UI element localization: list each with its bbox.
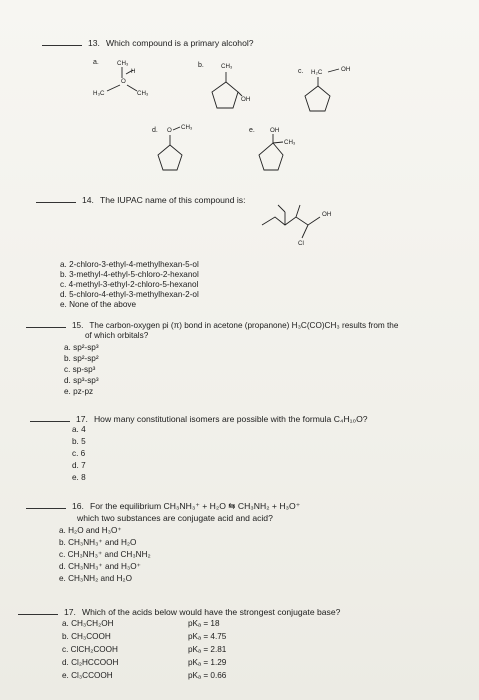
label-cl: Cl <box>298 240 304 247</box>
q16-option-e[interactable]: e. CH₃NH₂ and H₂O <box>59 574 132 583</box>
question-16: 16. For the equilibrium CH₃NH₃⁺ + H₂O ⇆ CH₃NH₂ + H₃O⁺ <box>26 501 300 512</box>
label-ch3: CH₃ <box>284 139 296 146</box>
label-o: O <box>167 127 172 134</box>
pka-value: pKₐ = 1.29 <box>188 658 227 667</box>
q15-option-a[interactable]: a. sp²-sp³ <box>64 343 99 352</box>
answer-blank[interactable] <box>18 614 58 615</box>
question-17-acids: 17. Which of the acids below would have the strongest conjugate base? <box>18 607 340 618</box>
q17b-option-c[interactable]: c. ClCH₂COOH <box>62 645 118 654</box>
answer-blank[interactable] <box>26 508 66 509</box>
label-h3c: H₃C <box>93 90 105 97</box>
q14-option-a[interactable]: a. 2-chloro-3-ethyl-4-methylhexan-5-ol <box>60 260 199 269</box>
q17b-option-e[interactable]: e. Cl₃CCOOH <box>62 671 113 680</box>
q17a-option-c[interactable]: c. 6 <box>72 449 86 458</box>
question-14: 14. The IUPAC name of this compound is: <box>36 195 245 206</box>
answer-blank[interactable] <box>26 327 66 328</box>
q17b-option-a[interactable]: a. CH₃CH₂OH <box>62 619 114 628</box>
label-oh: OH <box>322 211 332 218</box>
question-text: Which of the acids below would have the strongest conjugate base? <box>81 607 341 617</box>
pka-value: pKₐ = 2.81 <box>188 645 227 654</box>
q15-option-d[interactable]: d. sp³-sp³ <box>64 376 99 385</box>
q14-option-d[interactable]: d. 5-chloro-4-ethyl-3-methylhexan-2-ol <box>60 290 199 299</box>
answer-blank[interactable] <box>30 421 70 422</box>
question-text: The IUPAC name of this compound is: <box>99 195 246 205</box>
label-h: H <box>131 68 136 75</box>
q16-option-c[interactable]: c. CH₃NH₃⁺ and CH₃NH₂ <box>59 550 151 559</box>
q16-option-b[interactable]: b. CH₃NH₃⁺ and H₂O <box>59 538 137 547</box>
label-ch3: CH₃ <box>221 63 233 70</box>
q14-option-b[interactable]: b. 3-methyl-4-ethyl-5-chloro-2-hexanol <box>60 270 199 279</box>
pka-value: pKₐ = 4.75 <box>188 632 227 641</box>
q15-option-c[interactable]: c. sp-sp³ <box>64 365 96 374</box>
q17a-option-b[interactable]: b. 5 <box>72 437 86 446</box>
question-15-line2: of which orbitals? <box>85 331 149 340</box>
question-15: 15. The carbon-oxygen pi (π) bond in acetone (propanone) H₃C(CO)CH₃ results from the <box>26 321 398 332</box>
q16-option-d[interactable]: d. CH₃NH₃⁺ and H₃O⁺ <box>59 562 141 571</box>
q15-option-e[interactable]: e. pz-pz <box>64 387 94 396</box>
question-13: 13. Which compound is a primary alcohol? <box>42 38 254 49</box>
label-ch3: CH₃ <box>181 124 193 131</box>
option-c-letter: c. <box>298 68 304 75</box>
question-16-line2: which two substances are conjugate acid and acid? <box>77 513 273 523</box>
q16-option-a[interactable]: a. H₂O and H₃O⁺ <box>59 526 122 535</box>
q17a-option-a[interactable]: a. 4 <box>72 425 86 434</box>
option-a-letter: a. <box>93 59 99 66</box>
label-oh: OH <box>341 66 351 73</box>
option-b-letter: b. <box>198 62 204 69</box>
q17a-option-e[interactable]: e. 8 <box>72 473 86 482</box>
q14-option-e[interactable]: e. None of the above <box>60 300 137 309</box>
label-oh: OH <box>270 127 280 134</box>
label-oh: OH <box>241 96 251 103</box>
question-text: Which compound is a primary alcohol? <box>105 38 254 48</box>
q17a-option-d[interactable]: d. 7 <box>72 461 86 470</box>
question-17-isomers: 17. How many constitutional isomers are possible with the formula C₄H₁₀O? <box>30 414 368 425</box>
label-h2c: H₂C <box>311 69 323 76</box>
question-text: How many constitutional isomers are possible with the formula C₄H₁₀O? <box>93 414 368 424</box>
pka-value: pKₐ = 18 <box>188 619 220 628</box>
question-text: For the equilibrium CH₃NH₃⁺ + H₂O ⇆ CH₃NH₂ + H₃O⁺ <box>89 501 301 511</box>
question-text: The carbon-oxygen pi (π) bond in acetone (propanone) H₃C(CO)CH₃ results from the <box>89 321 399 330</box>
option-e-letter: e. <box>249 127 255 134</box>
q14-option-c[interactable]: c. 4-methyl-3-ethyl-2-chloro-5-hexanol <box>60 280 199 289</box>
label-o: O <box>121 78 126 85</box>
q17b-option-d[interactable]: d. Cl₂HCCOOH <box>62 658 119 667</box>
label-ch3: CH₃ <box>117 60 129 67</box>
label-ch3: CH₃ <box>137 90 149 97</box>
pka-value: pKₐ = 0.66 <box>188 671 227 680</box>
q15-option-b[interactable]: b. sp²-sp² <box>64 354 99 363</box>
q17b-option-b[interactable]: b. CH₃COOH <box>62 632 111 641</box>
option-d-letter: d. <box>152 127 158 134</box>
